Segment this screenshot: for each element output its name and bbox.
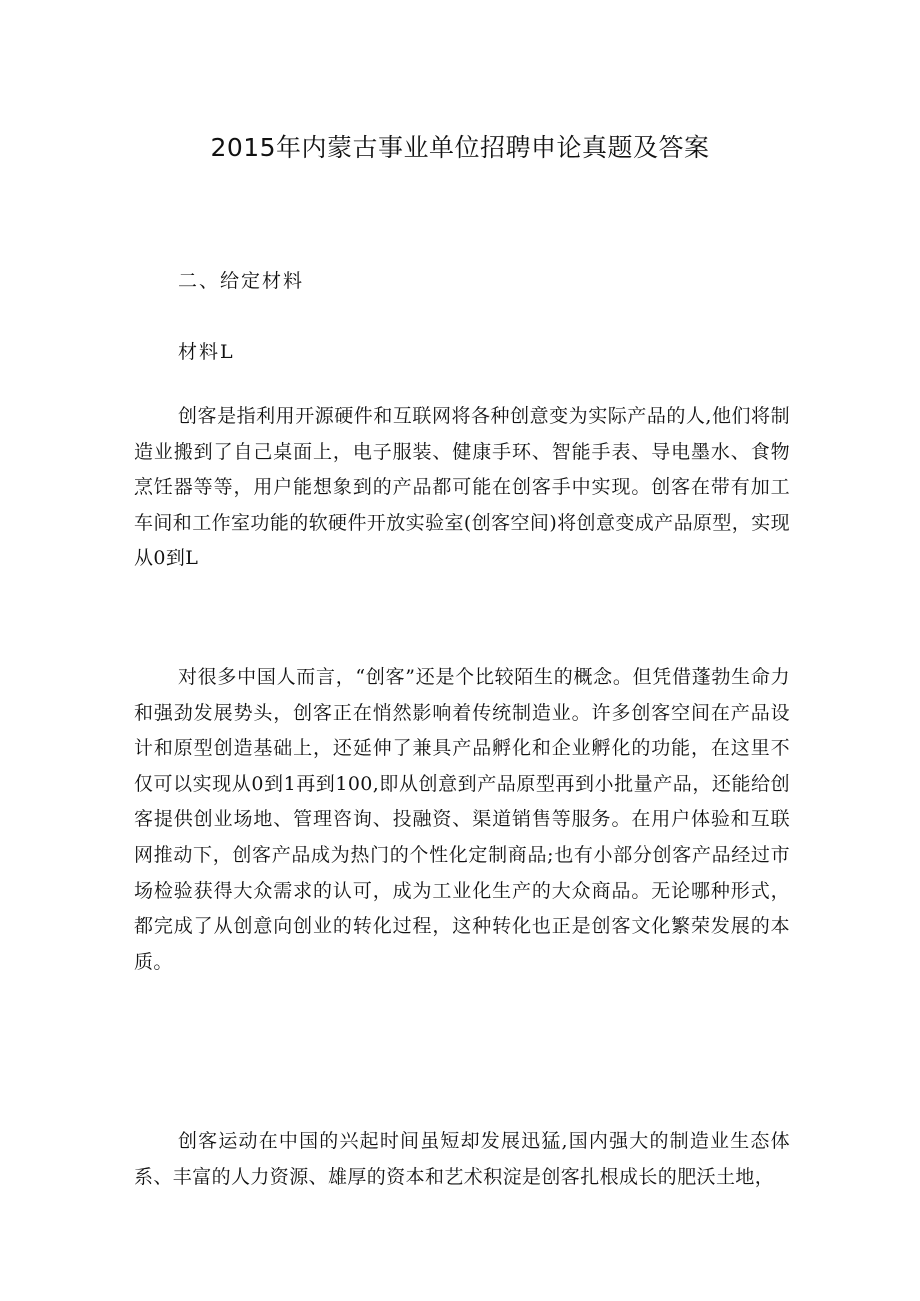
paragraph-2: 对很多中国人而言，“创客”还是个比较陌生的概念。但凭借蓬勃生命力和强劲发展势头，创客正在悄然影响着传统制造业。许多创客空间在产品设计和原型创造基础上，还延伸了兼具产品孵化和企业孵化的功能，在这里不仅可以实现从0到1再到100,即从创意到产品原型再到小批量产品，还能给创客提供创业场地、管理咨询、投融资、渠道销售等服务。在用户体验和互联网推动下，创客产品成为热门的个性化定制商品;也有小部分创客产品经过市场检验获得大众需求的认可，成为工业化生产的大众商品。无论哪种形式，都完成了从创意向创业的转化过程，这种转化也正是创客文化繁荣发展的本质。 [134, 666, 790, 973]
section-heading: 二、给定材料 [178, 270, 305, 292]
material-label: 材料L [178, 341, 235, 363]
paragraph-3: 创客运动在中国的兴起时间虽短却发展迅猛,国内强大的制造业生态体系、丰富的人力资源、雄厚的资本和艺术积淀是创客扎根成长的肥沃土地， [134, 1130, 790, 1188]
paragraph-1: 创客是指利用开源硬件和互联网将各种创意变为实际产品的人,他们将制造业搬到了自己桌面上，电子服装、健康手环、智能手表、导电墨水、食物烹饪器等等，用户能想象到的产品都可能在创客手中实现。创客在带有加工车间和工作室功能的软硬件开放实验室(创客空间)将创意变成产品原型，实现从0到L [134, 405, 790, 570]
document-title: 2015年内蒙古事业单位招聘申论真题及答案 [210, 133, 710, 162]
